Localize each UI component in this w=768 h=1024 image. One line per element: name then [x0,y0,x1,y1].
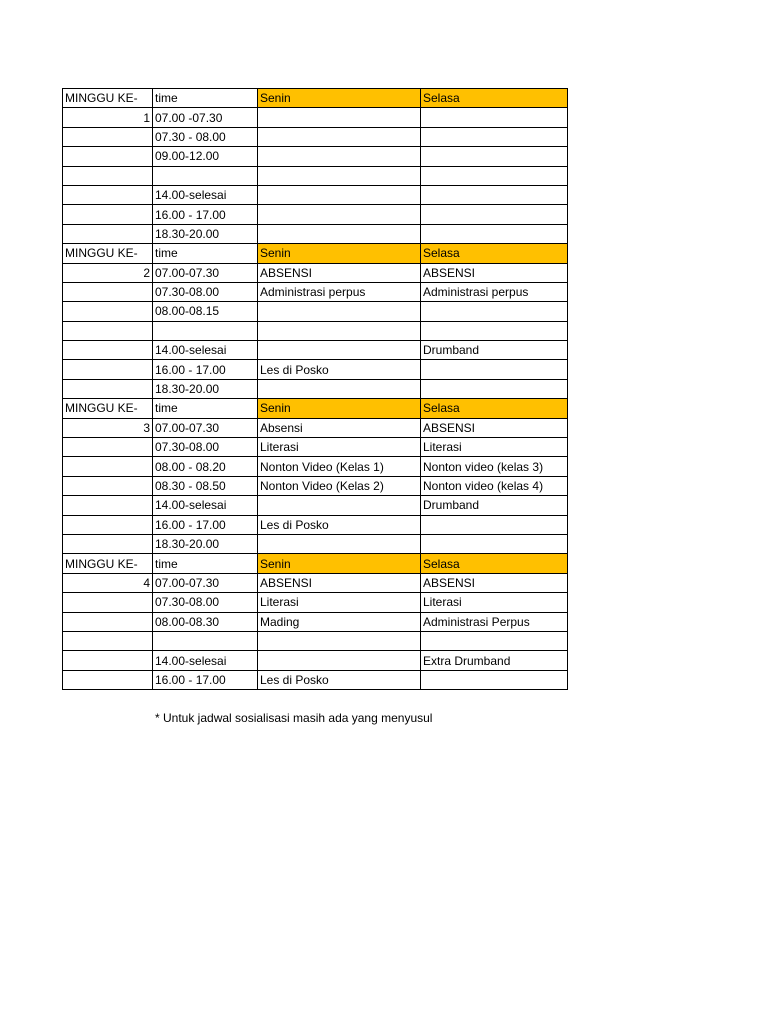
week-number-cell [63,651,153,670]
table-row [63,224,568,243]
senin-cell: Nonton Video (Kelas 2) [258,476,421,495]
week-number-cell: 2 [63,263,153,282]
senin-cell [258,147,421,166]
senin-cell [258,108,421,127]
time-cell: 16.00 - 17.00 [153,515,258,534]
selasa-cell [421,302,568,321]
selasa-cell [421,166,568,185]
week-label: MINGGU KE- [63,244,153,263]
time-cell: 07.30-08.00 [153,282,258,301]
senin-cell [258,302,421,321]
table-row [63,593,568,612]
day-header-senin: Senin [258,554,421,573]
day-header-senin: Senin [258,399,421,418]
day-header-senin: Senin [258,244,421,263]
senin-cell [258,379,421,398]
table-row [63,341,568,360]
table-row [63,612,568,631]
time-header: time [153,244,258,263]
time-header: time [153,554,258,573]
selasa-cell [421,108,568,127]
table-row [63,321,568,340]
week-header-row [63,399,568,418]
week-label: MINGGU KE- [63,89,153,108]
day-header-selasa: Selasa [421,244,568,263]
selasa-cell [421,127,568,146]
table-row [63,631,568,650]
selasa-cell: Extra Drumband [421,651,568,670]
table-row [63,185,568,204]
selasa-cell: Drumband [421,341,568,360]
schedule-body [63,89,568,690]
table-row [63,496,568,515]
week-number-cell [63,631,153,650]
time-cell: 16.00 - 17.00 [153,360,258,379]
week-number-cell: 3 [63,418,153,437]
selasa-cell [421,360,568,379]
time-cell [153,631,258,650]
week-number-cell [63,457,153,476]
time-cell: 18.30-20.00 [153,379,258,398]
table-row [63,476,568,495]
time-cell: 07.00 -07.30 [153,108,258,127]
selasa-cell: ABSENSI [421,573,568,592]
senin-cell: Les di Posko [258,670,421,689]
week-number-cell [63,534,153,553]
table-row [63,418,568,437]
selasa-cell: Literasi [421,438,568,457]
table-row [63,670,568,689]
selasa-cell: Administrasi perpus [421,282,568,301]
selasa-cell: Nonton video (kelas 4) [421,476,568,495]
time-header: time [153,399,258,418]
time-cell: 18.30-20.00 [153,534,258,553]
time-cell: 18.30-20.00 [153,224,258,243]
senin-cell [258,651,421,670]
week-number-cell [63,515,153,534]
selasa-cell [421,205,568,224]
day-header-selasa: Selasa [421,89,568,108]
time-cell: 08.00-08.30 [153,612,258,631]
week-number-cell [63,224,153,243]
time-cell: 08.00-08.15 [153,302,258,321]
time-cell [153,321,258,340]
table-row [63,360,568,379]
table-row [63,515,568,534]
selasa-cell [421,147,568,166]
table-row [63,438,568,457]
table-row [63,302,568,321]
selasa-cell [421,670,568,689]
selasa-cell [421,321,568,340]
selasa-cell [421,631,568,650]
selasa-cell: Nonton video (kelas 3) [421,457,568,476]
time-cell: 14.00-selesai [153,651,258,670]
time-cell: 14.00-selesai [153,185,258,204]
table-row [63,457,568,476]
week-number-cell [63,476,153,495]
senin-cell [258,224,421,243]
senin-cell: Literasi [258,593,421,612]
day-header-selasa: Selasa [421,399,568,418]
senin-cell: Nonton Video (Kelas 1) [258,457,421,476]
week-number-cell [63,205,153,224]
selasa-cell: ABSENSI [421,263,568,282]
selasa-cell [421,379,568,398]
selasa-cell [421,185,568,204]
week-number-cell [63,593,153,612]
time-cell: 07.00-07.30 [153,573,258,592]
week-header-row [63,244,568,263]
week-number-cell [63,166,153,185]
senin-cell [258,185,421,204]
selasa-cell: Literasi [421,593,568,612]
time-cell: 09.00-12.00 [153,147,258,166]
table-row [63,379,568,398]
week-number-cell [63,185,153,204]
time-cell: 07.00-07.30 [153,263,258,282]
time-cell: 14.00-selesai [153,341,258,360]
senin-cell: Literasi [258,438,421,457]
table-row [63,147,568,166]
senin-cell [258,166,421,185]
week-number-cell [63,438,153,457]
selasa-cell: ABSENSI [421,418,568,437]
table-row [63,205,568,224]
time-header: time [153,89,258,108]
selasa-cell: Drumband [421,496,568,515]
week-number-cell [63,147,153,166]
time-cell [153,166,258,185]
senin-cell [258,321,421,340]
day-header-senin: Senin [258,89,421,108]
time-cell: 07.00-07.30 [153,418,258,437]
senin-cell: ABSENSI [258,263,421,282]
senin-cell: Administrasi perpus [258,282,421,301]
time-cell: 08.00 - 08.20 [153,457,258,476]
week-label: MINGGU KE- [63,554,153,573]
senin-cell: Les di Posko [258,515,421,534]
table-row [63,534,568,553]
senin-cell: Absensi [258,418,421,437]
table-row [63,127,568,146]
week-number-cell [63,341,153,360]
time-cell: 08.30 - 08.50 [153,476,258,495]
senin-cell [258,631,421,650]
time-cell: 16.00 - 17.00 [153,670,258,689]
senin-cell [258,127,421,146]
table-row [63,108,568,127]
week-number-cell [63,612,153,631]
week-number-cell [63,127,153,146]
time-cell: 07.30-08.00 [153,438,258,457]
senin-cell [258,496,421,515]
week-number-cell: 1 [63,108,153,127]
table-row [63,651,568,670]
week-number-cell [63,670,153,689]
time-cell: 16.00 - 17.00 [153,205,258,224]
table-row [63,282,568,301]
senin-cell: ABSENSI [258,573,421,592]
selasa-cell [421,515,568,534]
time-cell: 14.00-selesai [153,496,258,515]
week-header-row [63,554,568,573]
week-number-cell [63,302,153,321]
day-header-selasa: Selasa [421,554,568,573]
senin-cell: Mading [258,612,421,631]
week-header-row [63,89,568,108]
week-number-cell: 4 [63,573,153,592]
week-number-cell [63,379,153,398]
schedule-table [62,88,568,690]
selasa-cell: Administrasi Perpus [421,612,568,631]
senin-cell: Les di Posko [258,360,421,379]
table-row [63,263,568,282]
senin-cell [258,205,421,224]
selasa-cell [421,534,568,553]
time-cell: 07.30-08.00 [153,593,258,612]
footnote: * Untuk jadwal sosialisasi masih ada yang menyusul [155,711,433,725]
week-number-cell [63,360,153,379]
week-label: MINGGU KE- [63,399,153,418]
week-number-cell [63,496,153,515]
senin-cell [258,534,421,553]
week-number-cell [63,282,153,301]
selasa-cell [421,224,568,243]
table-row [63,573,568,592]
table-row [63,166,568,185]
time-cell: 07.30 - 08.00 [153,127,258,146]
senin-cell [258,341,421,360]
week-number-cell [63,321,153,340]
